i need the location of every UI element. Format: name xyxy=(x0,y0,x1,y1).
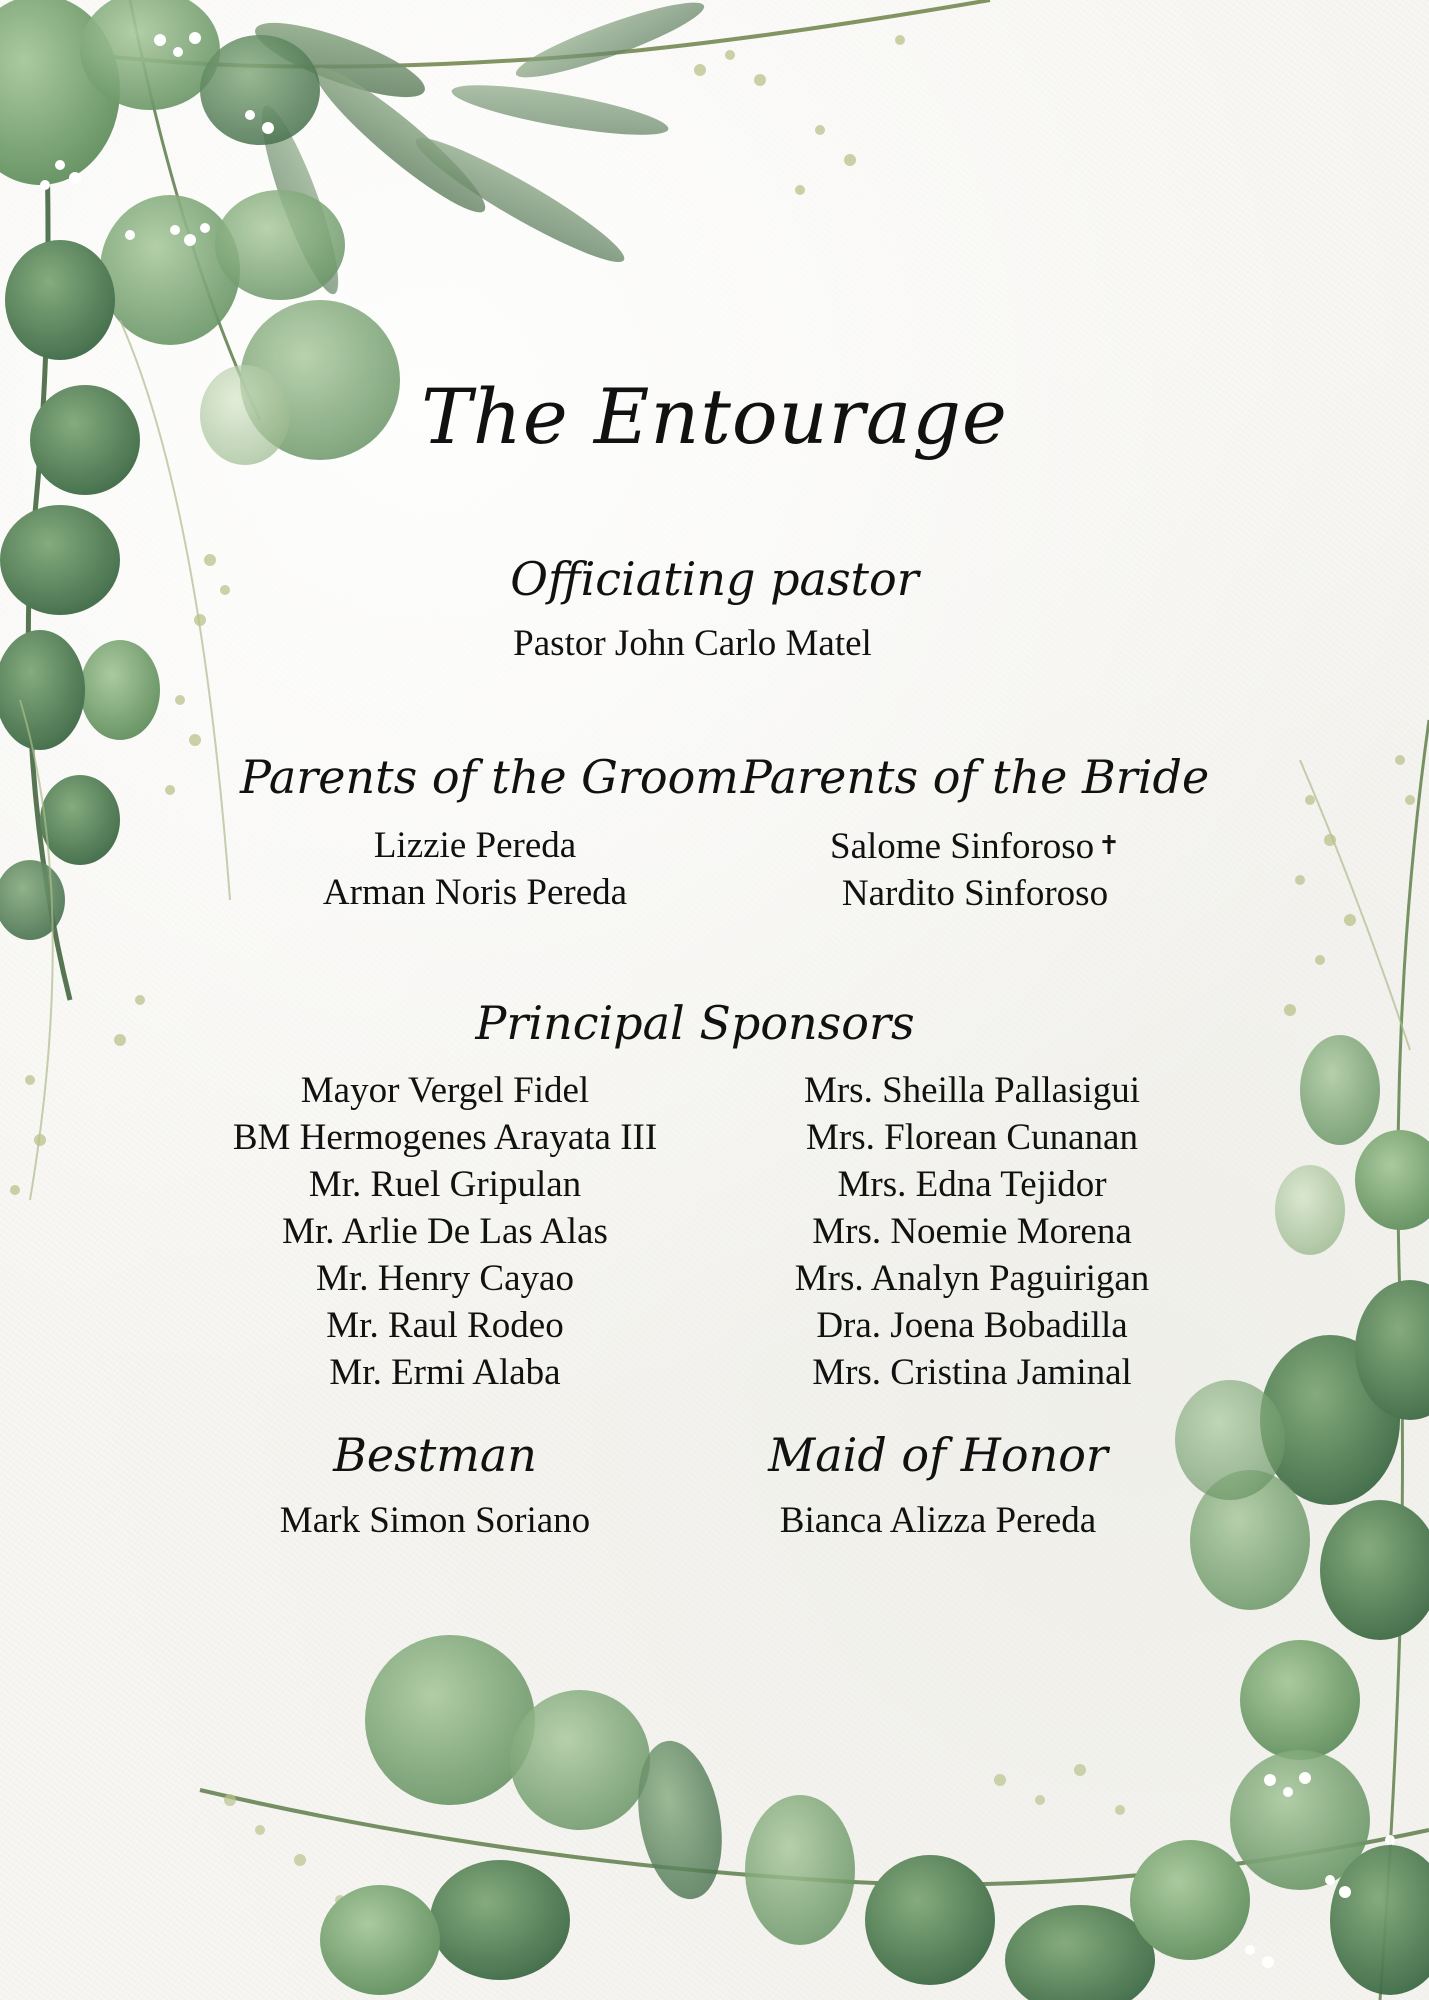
list-item: Mr. Henry Cayao xyxy=(316,1258,574,1299)
list-item: Mrs. Analyn Paguirigan xyxy=(794,1258,1150,1299)
list-item: Mr. Raul Rodeo xyxy=(326,1305,564,1346)
list-item: Nardito Sinforoso xyxy=(841,873,1109,914)
list-item: Mayor Vergel Fidel xyxy=(300,1070,590,1111)
list-item: Mrs. Florean Cunanan xyxy=(806,1117,1138,1158)
sponsors-left-list xyxy=(175,1067,715,1396)
page-title: The Entourage xyxy=(421,372,1008,461)
list-item: Mrs. Edna Tejidor xyxy=(837,1164,1107,1205)
parents-bride-list xyxy=(740,822,1210,917)
cross-icon: ✝ xyxy=(1098,831,1120,860)
list-item: Mrs. Cristina Jaminal xyxy=(812,1352,1132,1393)
parents-bride-heading: Parents of the Bride xyxy=(740,750,1210,804)
bestman-heading: Bestman xyxy=(333,1428,537,1482)
list-item: Arman Noris Pereda xyxy=(322,872,628,913)
maid-of-honor-heading: Maid of Honor xyxy=(768,1428,1108,1482)
parents-groom-heading: Parents of the Groom xyxy=(240,750,739,804)
officiating-name: Pastor John Carlo Matel xyxy=(513,623,872,664)
list-item: Mrs. Noemie Morena xyxy=(812,1211,1132,1252)
parents-groom-list xyxy=(240,822,710,916)
list-item: Mr. Arlie De Las Alas xyxy=(282,1211,608,1252)
principal-sponsors-heading: Principal Sponsors xyxy=(475,996,915,1050)
list-item: BM Hermogenes Arayata III xyxy=(232,1117,658,1158)
list-item: Dra. Joena Bobadilla xyxy=(816,1305,1128,1346)
list-item: Mr. Ruel Gripulan xyxy=(308,1164,582,1205)
officiating-heading: Officiating pastor xyxy=(510,552,919,606)
bestman-name: Mark Simon Soriano xyxy=(279,1500,591,1541)
sponsors-right-list xyxy=(742,1067,1202,1396)
list-item: Mrs. Sheilla Pallasigui xyxy=(803,1070,1141,1111)
list-item: Salome Sinforoso ✝ xyxy=(830,826,1120,867)
list-item: Mr. Ermi Alaba xyxy=(329,1352,561,1393)
maid-of-honor-name: Bianca Alizza Pereda xyxy=(779,1500,1097,1541)
list-item: Lizzie Pereda xyxy=(373,825,577,866)
